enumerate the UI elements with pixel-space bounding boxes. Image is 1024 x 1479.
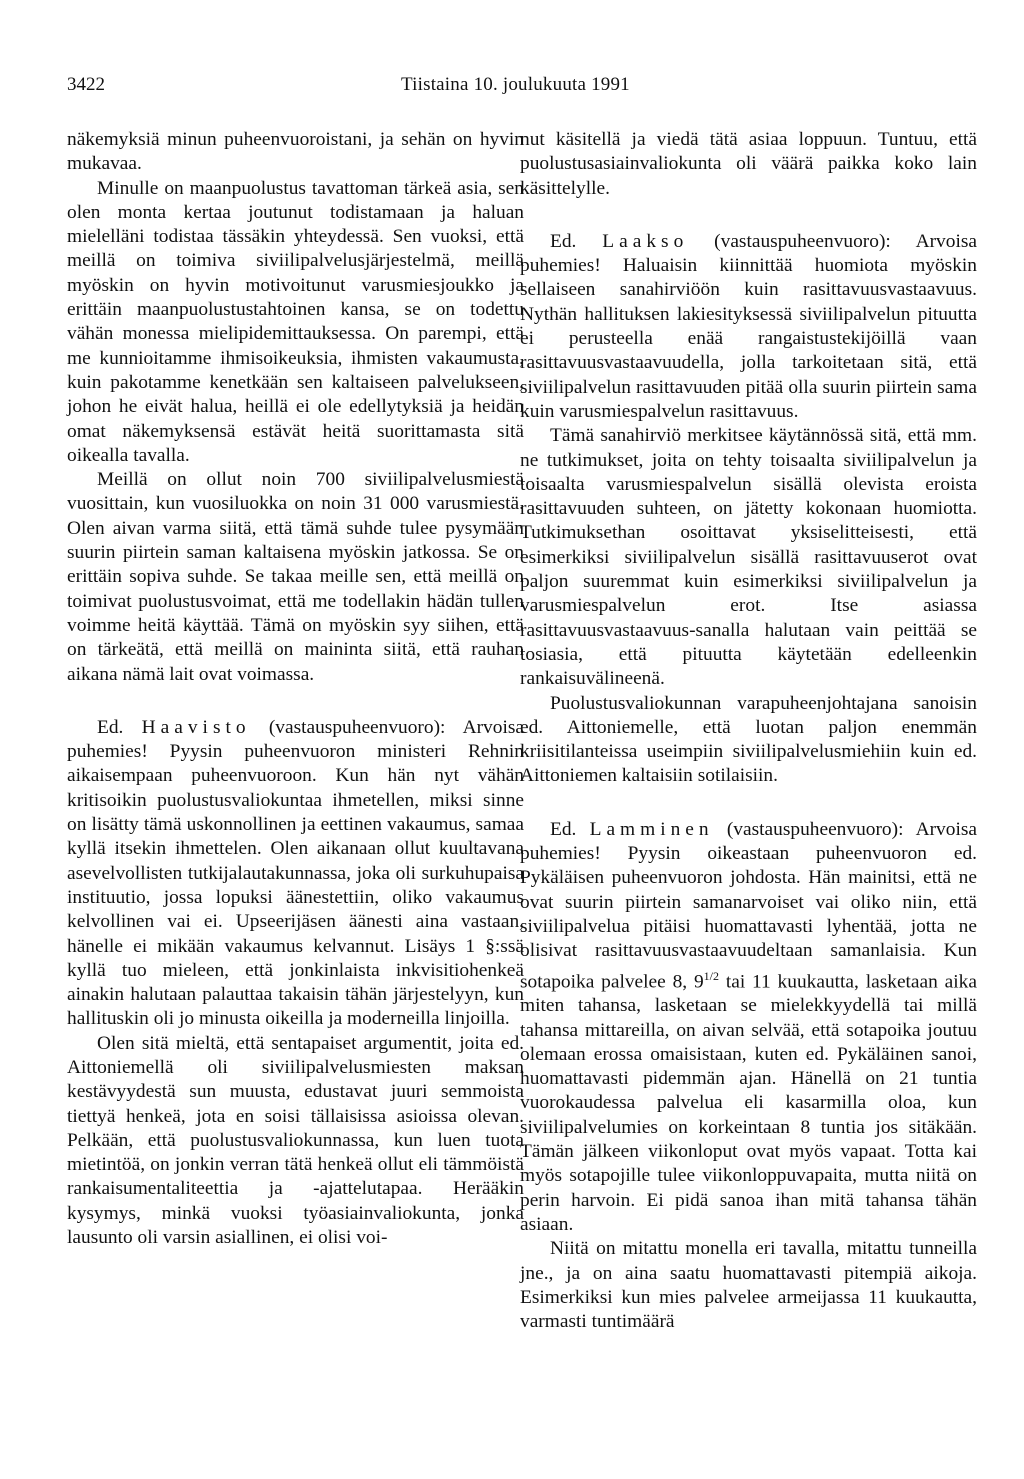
speaker-name: Laakso — [602, 230, 689, 252]
right-column — [520, 128, 977, 1334]
paragraph: Puolustusvaliokunnan varapuheenjohtajana sanoisin ed. Aittoniemelle, että luotan paljon enemmän kriisitilanteissa useimpiin siviilipalvelusmiehiin kuin ed. Aittoniemen kaltaisiin sotilaisiin. — [520, 692, 977, 787]
speech-text-continued: tai 11 kuukautta, lasketaan aika miten tahansa, lasketaan se mielekkyydellä tai millä tahansa mittareilla, on aivan selvää, että sotapoika joutuu olemaan erossa omaisistaan, kuten ed. Pykäläinen sanoi, huomattavasti pidemmän ajan. Hänellä on 21 tuntia vuorokaudessa palvelua eli kasarmilla oloa, kun siviilipalvelumies on korkeintaan 8 tuntia jos sitäkään. Tämän jälkeen viikonloput ovat myös vapaat. Totta kai myös sotapojille tulee viikonloppuvapaita, mutta niitä on perin harvoin. Ei pidä sanoa ihan mitä tahansa tähän asiaan. — [520, 970, 977, 1235]
speaker-name: Haavisto — [141, 716, 251, 738]
speech-text: (vastauspuheenvuoro): Arvoisa puhemies! Pyysin oikeastaan puheenvuoron ed. Pykäläisen puheenvuoron johdosta. Hän mainitsi, että ne ovat suurin piirtein samanarvoiset vai oliko niin, että siviilipalvelua pitäisi huomattavasti lyhentää, jotta ne olisivat rasittavuusvastaavuudeltaan samanlaisia. Kun sotapoika palvelee 8, 9 — [520, 818, 977, 992]
paragraph: Olen sitä mieltä, että sentapaiset argumentit, joita ed. Aittoniemellä oli siviilipalvelusmiesten maksan kestävyydestä sun muusta, edustavat juuri semmoista tiettyä henkeä, jota en soisi tällaisissa asioissa olevan. Pelkään, että puolustusvaliokunnassa, kun luen tuota mietintöä, on jonkin verran tätä henkeä ollut eli tämmöistä rankaisumentaliteettia ja -ajattelutapaa. Herääkin kysymys, minkä vuoksi työasiainvaliokunta, jonka lausunto oli varsin asiallinen, ei olisi voi- — [67, 1032, 524, 1249]
left-column — [67, 128, 524, 1250]
paragraph: nut käsitellä ja viedä tätä asiaa loppuun. Tuntuu, että puolustusasiainvaliokunta oli väärä paikka koko lain käsittelylle. — [520, 129, 977, 199]
speaker-name: Lamminen — [589, 818, 714, 840]
fraction: 1/2 — [703, 968, 719, 983]
paragraph: Minulle on maanpuolustus tavattoman tärkeä asia, sen olen monta kertaa joutunut todistamaan ja haluan mielelläni todistaa tässäkin yhteydessä. Sen vuoksi, että meillä on toimiva siviilipalvelusjärjestelmä, meillä myöskin on hyvin motivoitunut varusmiesjoukko ja erittäin maanpuolustustahtoinen kansa, se on todettu vähän monessa mielipidemittauksessa. On parempi, että me kunnioitamme ihmisoikeuksia, ihmisten vakaumusta, kuin pakotamme kenetkään sen kaltaiseen palvelukseen, johon he eivät halua, heillä ei ole edellytyksiä ja heidän omat näkemyksensä estävät heitä suorittamasta sitä oikealla tavalla. — [67, 177, 524, 466]
paragraph: Meillä on ollut noin 700 siviilipalvelusmiestä vuosittain, kun vuosiluokka on noin 31 000 varusmiestä. Olen aivan varma siitä, että tämä suhde tulee pysymään suurin piirtein saman kaltaisena myöskin jatkossa. Se on erittäin sopiva suhde. Se takaa meille sen, että meillä on toimivat puolustusvoimat, että me todellakin hädän tullen voimme heitä käyttää. Tämä on myöskin syy siihen, että on tärkeätä, että meillä on maininta siitä, että rauhan aikana nämä lait ovat voimassa. — [67, 469, 524, 685]
speaker-prefix: Ed. — [550, 818, 590, 840]
page-number: 3422 — [67, 74, 105, 95]
speaker-prefix: Ed. — [550, 230, 603, 252]
paragraph: Tämä sanahirviö merkitsee käytännössä sitä, että mm. ne tutkimukset, joita on tehty toisaalta siviilipalvelun ja toisaalta varusmiespalvelun sisällä olevista eroista rasittavuuden suhteen, on jätetty kokonaan huomiotta. Tutkimuksethan osoittavat yksiselitteisesti, että esimerkiksi siviilipalvelun sisällä rasittavuuserot ovat paljon suuremmat kuin esimerkiksi siviilipalvelun ja varusmiespalvelun erot. Itse asiassa rasittavuusvastaavuus-sanalla halutaan vain peittää se tosiasia, että pituutta käytetään edelleenkin rankaisuvälineenä. — [520, 425, 977, 690]
paragraph: Niitä on mitattu monella eri tavalla, mitattu tunneilla jne., ja on aina saatu huomattavasti pitempiä aikoja. Esimerkiksi kun mies palvelee armeijassa 11 kuukautta, varmasti tuntimäärä — [520, 1238, 977, 1333]
paragraph: näkemyksiä minun puheenvuoroistani, ja sehän on hyvin mukavaa. — [67, 129, 524, 175]
speech-text: (vastauspuheenvuoro): Arvoisa puhemies! Pyysin puheenvuoron ministeri Rehnin aikaisempaan puheenvuoroon. Kun hän nyt vähän kritisoikin puolustusvaliokuntaa ihmetellen, miksi sinne on lisätty tämä uskonnollinen ja eettinen vakaumus, samaa kyllä itsekin ihmettelen. Olen aikanaan ollut kuultavana asevelvollisten tutkijalautakunnassa, joka oli surkuhupaisa instituutio, jossa lopuksi äänestettiin, oliko vakaumus kelvollinen vai ei. Upseerijäsen äänesti aina vastaan, hänelle ei mikään vakaumus kelvannut. Lisäys 1 §:ssä kyllä tuo mieleen, että jonkinlaista inkvisitiohenkeä ainakin halutaan palauttaa takaisin tähän järjestelyyn, kun hallituskin oli jo minusta oikeilla ja moderneilla linjoilla. — [67, 716, 524, 1030]
speech-laakso — [520, 230, 977, 424]
speech-lamminen — [520, 818, 977, 1238]
speech-haavisto — [67, 716, 524, 1032]
page-header — [67, 74, 977, 104]
speaker-prefix: Ed. — [97, 716, 142, 738]
speech-text: (vastauspuheenvuoro): Arvoisa puhemies! Haluaisin kiinnittää huomiota myöskin sellaiseen sanahirviöön kuin rasittavuusvastaavuus. Nythän hallituksen lakiesityksessä siviilipalvelun pituutta ei perusteella enää rangaistustekijöillä vaan rasittavuusvastaavuudella, jolla tarkoitetaan sitä, että siviilipalvelun rasittavuuden pitää olla suurin piirtein sama kuin varusmiespalvelun rasittavuus. — [520, 230, 977, 422]
running-head-date: Tiistaina 10. joulukuuta 1991 — [401, 74, 630, 95]
